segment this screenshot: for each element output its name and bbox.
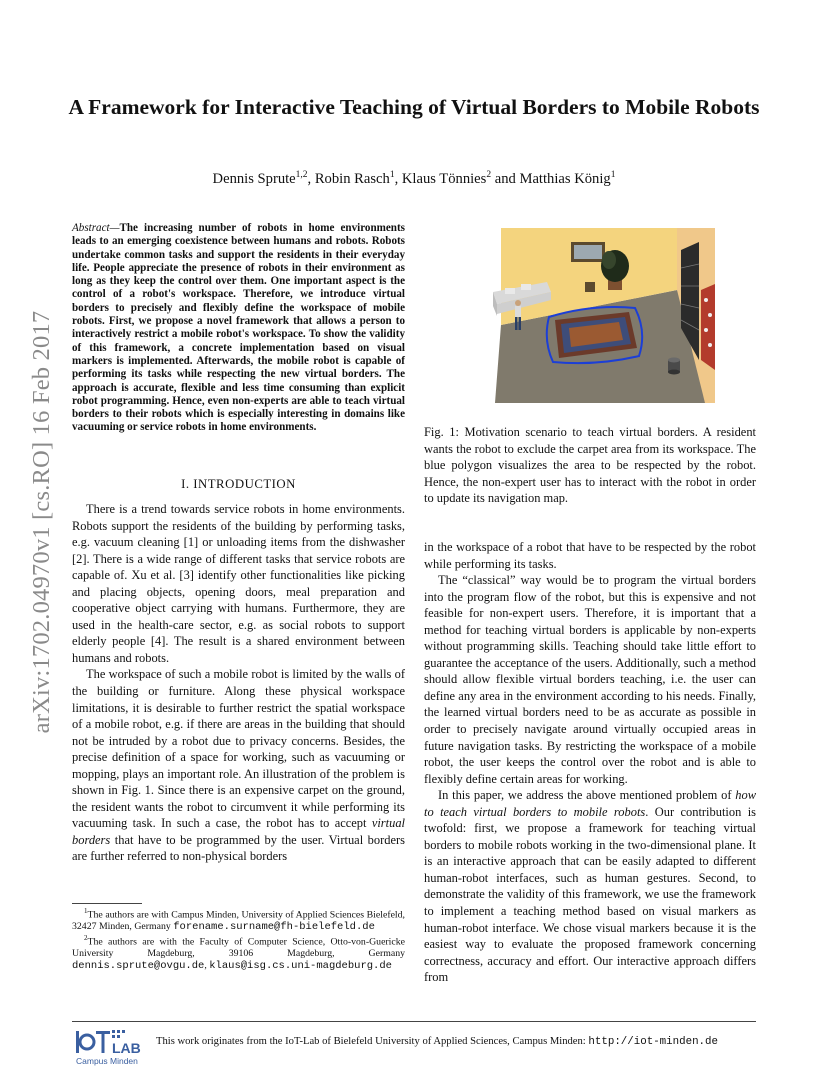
paragraph: The “classical” way would be to program the virtual borders into the program flow of the robot, but this is expensive and not feasible for non-expert users. Therefore, it is important that a method for teaching virtual borders is applicable by non-experts without programming skills. Teaching should take little effort to guarantee the acceptance of the users. Additionally, such a method should allow flexible virtual borders teaching, i.e. the user can define any area in the environment according to his needs. Finally, the learned virtual borders need to be as accurate as possible in order to precisely navigate around virtually occupied areas in future navigation tasks. By restricting the workspace of a mobile robot, the user keeps the control over the robot and is able to flexibly define certain areas for working. xyxy=(424,573,756,786)
footnote-divider xyxy=(72,903,142,904)
abstract xyxy=(72,222,405,435)
paragraph: in the workspace of a robot that have to be respected by the robot while performing its tasks. xyxy=(424,540,756,571)
email-address[interactable]: forename.surname@fh-bielefeld.de xyxy=(173,920,375,933)
author-affiliation-mark: 1,2 xyxy=(295,170,308,180)
footer-divider xyxy=(72,1021,756,1022)
author-affiliation-mark: 1 xyxy=(610,170,616,180)
right-column-body xyxy=(424,539,756,986)
robot xyxy=(668,358,680,375)
footer-url[interactable]: http://iot-minden.de xyxy=(588,1036,718,1048)
author-affiliation-mark: 2 xyxy=(486,170,492,180)
author-name: Dennis Sprute xyxy=(212,170,296,187)
footer-note: This work originates from the IoT-Lab of Bielefeld University of Applied Sciences, Campus Minden: http://iot-minden.de xyxy=(156,1036,718,1048)
author-name: Matthias König xyxy=(519,170,611,187)
left-column-body xyxy=(72,501,405,865)
footnotes xyxy=(72,906,405,973)
paragraph: The workspace of such a mobile robot is limited by the walls of the building or furniture. Along these physical workspace limitations, it is desirable to further restrict the spatial workspace of a mobile robot, e.g. if there are areas in the building that should not be intruded by a robot due to privacy concerns. Besides, the precise definition of a space for working, such as vacuuming or mopping, plays an important role. An illustration of the problem is shown in Fig. 1. Since there is an expensive carpet on the ground, the resident wants the robot to circumvent it while performing its vacuuming task. In such a case, the robot has to accept virtual borders that have to be programmed by the user. Virtual borders are further referred to non-physical borders xyxy=(72,667,405,864)
abstract-lead: Abstract— xyxy=(72,222,120,234)
author-affiliation-mark: 1 xyxy=(389,170,395,180)
email-address[interactable]: dennis.sprute@ovgu.de xyxy=(72,959,205,972)
paper-title: A Framework for Interactive Teaching of Virtual Borders to Mobile Robots xyxy=(68,95,760,119)
footnote: $^2$The authors are with the Faculty of Computer Science, Otto-von-Guericke University Magdeburg, 39106 Magdeburg, Germany dennis.sprute@ovgu.de, klaus@isg.cs.uni-magdeburg.de xyxy=(72,934,405,972)
footnote-mark: 1 xyxy=(84,907,88,915)
footnote-mark: 2 xyxy=(84,934,88,943)
section-heading: I. INTRODUCTION xyxy=(181,477,296,491)
footnote: $^1$The authors are with Campus Minden, University of Applied Sciences Bielefeld, 32427 Minden, Germany forename.surname@fh-bielefeld.de xyxy=(72,907,405,933)
figure-caption: Fig. 1: Motivation scenario to teach virtual borders. A resident wants the robot to exclude the carpet area from its workspace. The blue polygon visualizes the area to be respected by the robot. Hence, the non-expert user has to interact with the robot in order to update its navigation map. xyxy=(424,425,756,506)
logo-subtext: Campus Minden xyxy=(76,1056,138,1066)
author-list: Dennis Sprute$^{1,2}$, Robin Rasch$^1$, Klaus Tönnies$^2$ and Matthias König$^1$ xyxy=(212,170,616,187)
emphasis: virtual borders xyxy=(72,816,405,847)
arxiv-identifier-text: arXiv:1702.04970v1 [cs.RO] 16 Feb 2017 xyxy=(28,310,55,734)
author-conjunction: and xyxy=(494,170,516,187)
emphasis: how to teach virtual borders to mobile robots xyxy=(424,788,756,819)
figure-1-illustration xyxy=(487,220,717,405)
arxiv-identifier xyxy=(22,287,62,757)
author-name: Klaus Tönnies xyxy=(401,170,487,187)
author-name: Robin Rasch xyxy=(314,170,390,187)
iot-lab-logo xyxy=(74,1028,152,1066)
paragraph: In this paper, we address the above mentioned problem of how to teach virtual borders to mobile robots. Our contribution is twofold: first, we propose a framework for teaching virtual borders to mobile robots working in the two-dimensional plane. It is an interactive approach that can be easily adapted to different human-robot interfaces, such as human gestures. Second, to demonstrate the validity of this framework, we use the framework to implement a teaching method based on visual markers as human-robot interface. We chose visual markers because it is the easiest way to evaluate the proposed framework concerning correctness, accuracy and effort. Our interactive approach differs from xyxy=(424,788,756,985)
email-address[interactable]: klaus@isg.cs.uni-magdeburg.de xyxy=(209,959,392,972)
logo-text: LAB xyxy=(112,1040,141,1056)
abstract-text: The increasing number of robots in home environments leads to an emerging coexistence between humans and robots. Robots undertake common tasks and support the residents in their everyday life. People appreciate the presence of robots in their environment as long as they keep the control over them. One important aspect is the control of a robot's workspace. Therefore, we introduce virtual borders to precisely and flexibly define the workspace of mobile robots. First, we propose a novel framework that allows a person to interactively restrict a mobile robot's workspace. To show the validity of this framework, a concrete implementation based on visual markers is implemented. Afterwards, the mobile robot is capable of performing its tasks while respecting the new virtual borders. The approach is accurate, flexible and less time consuming than explicit robot programming. Hence, even non-experts are able to teach virtual borders to their robots which is especially interesting in domains like vacuuming or service robots in home environments. xyxy=(72,222,405,434)
paragraph: There is a trend towards service robots in home environments. Robots support the residents of the building by performing tasks, e.g. vacuum cleaning [1] or unloading items from the dishwasher [2]. There is a wide range of different tasks that service robots are capable of. Xu et al. [3] identify other functionalities like picking and placing objects, opening doors, meal preparation and cooperative object carrying with humans. Furthermore, they are used in the health-care sector, e.g. as social robots to support elderly people [4]. The result is a shared environment between humans and robots. xyxy=(72,502,405,665)
